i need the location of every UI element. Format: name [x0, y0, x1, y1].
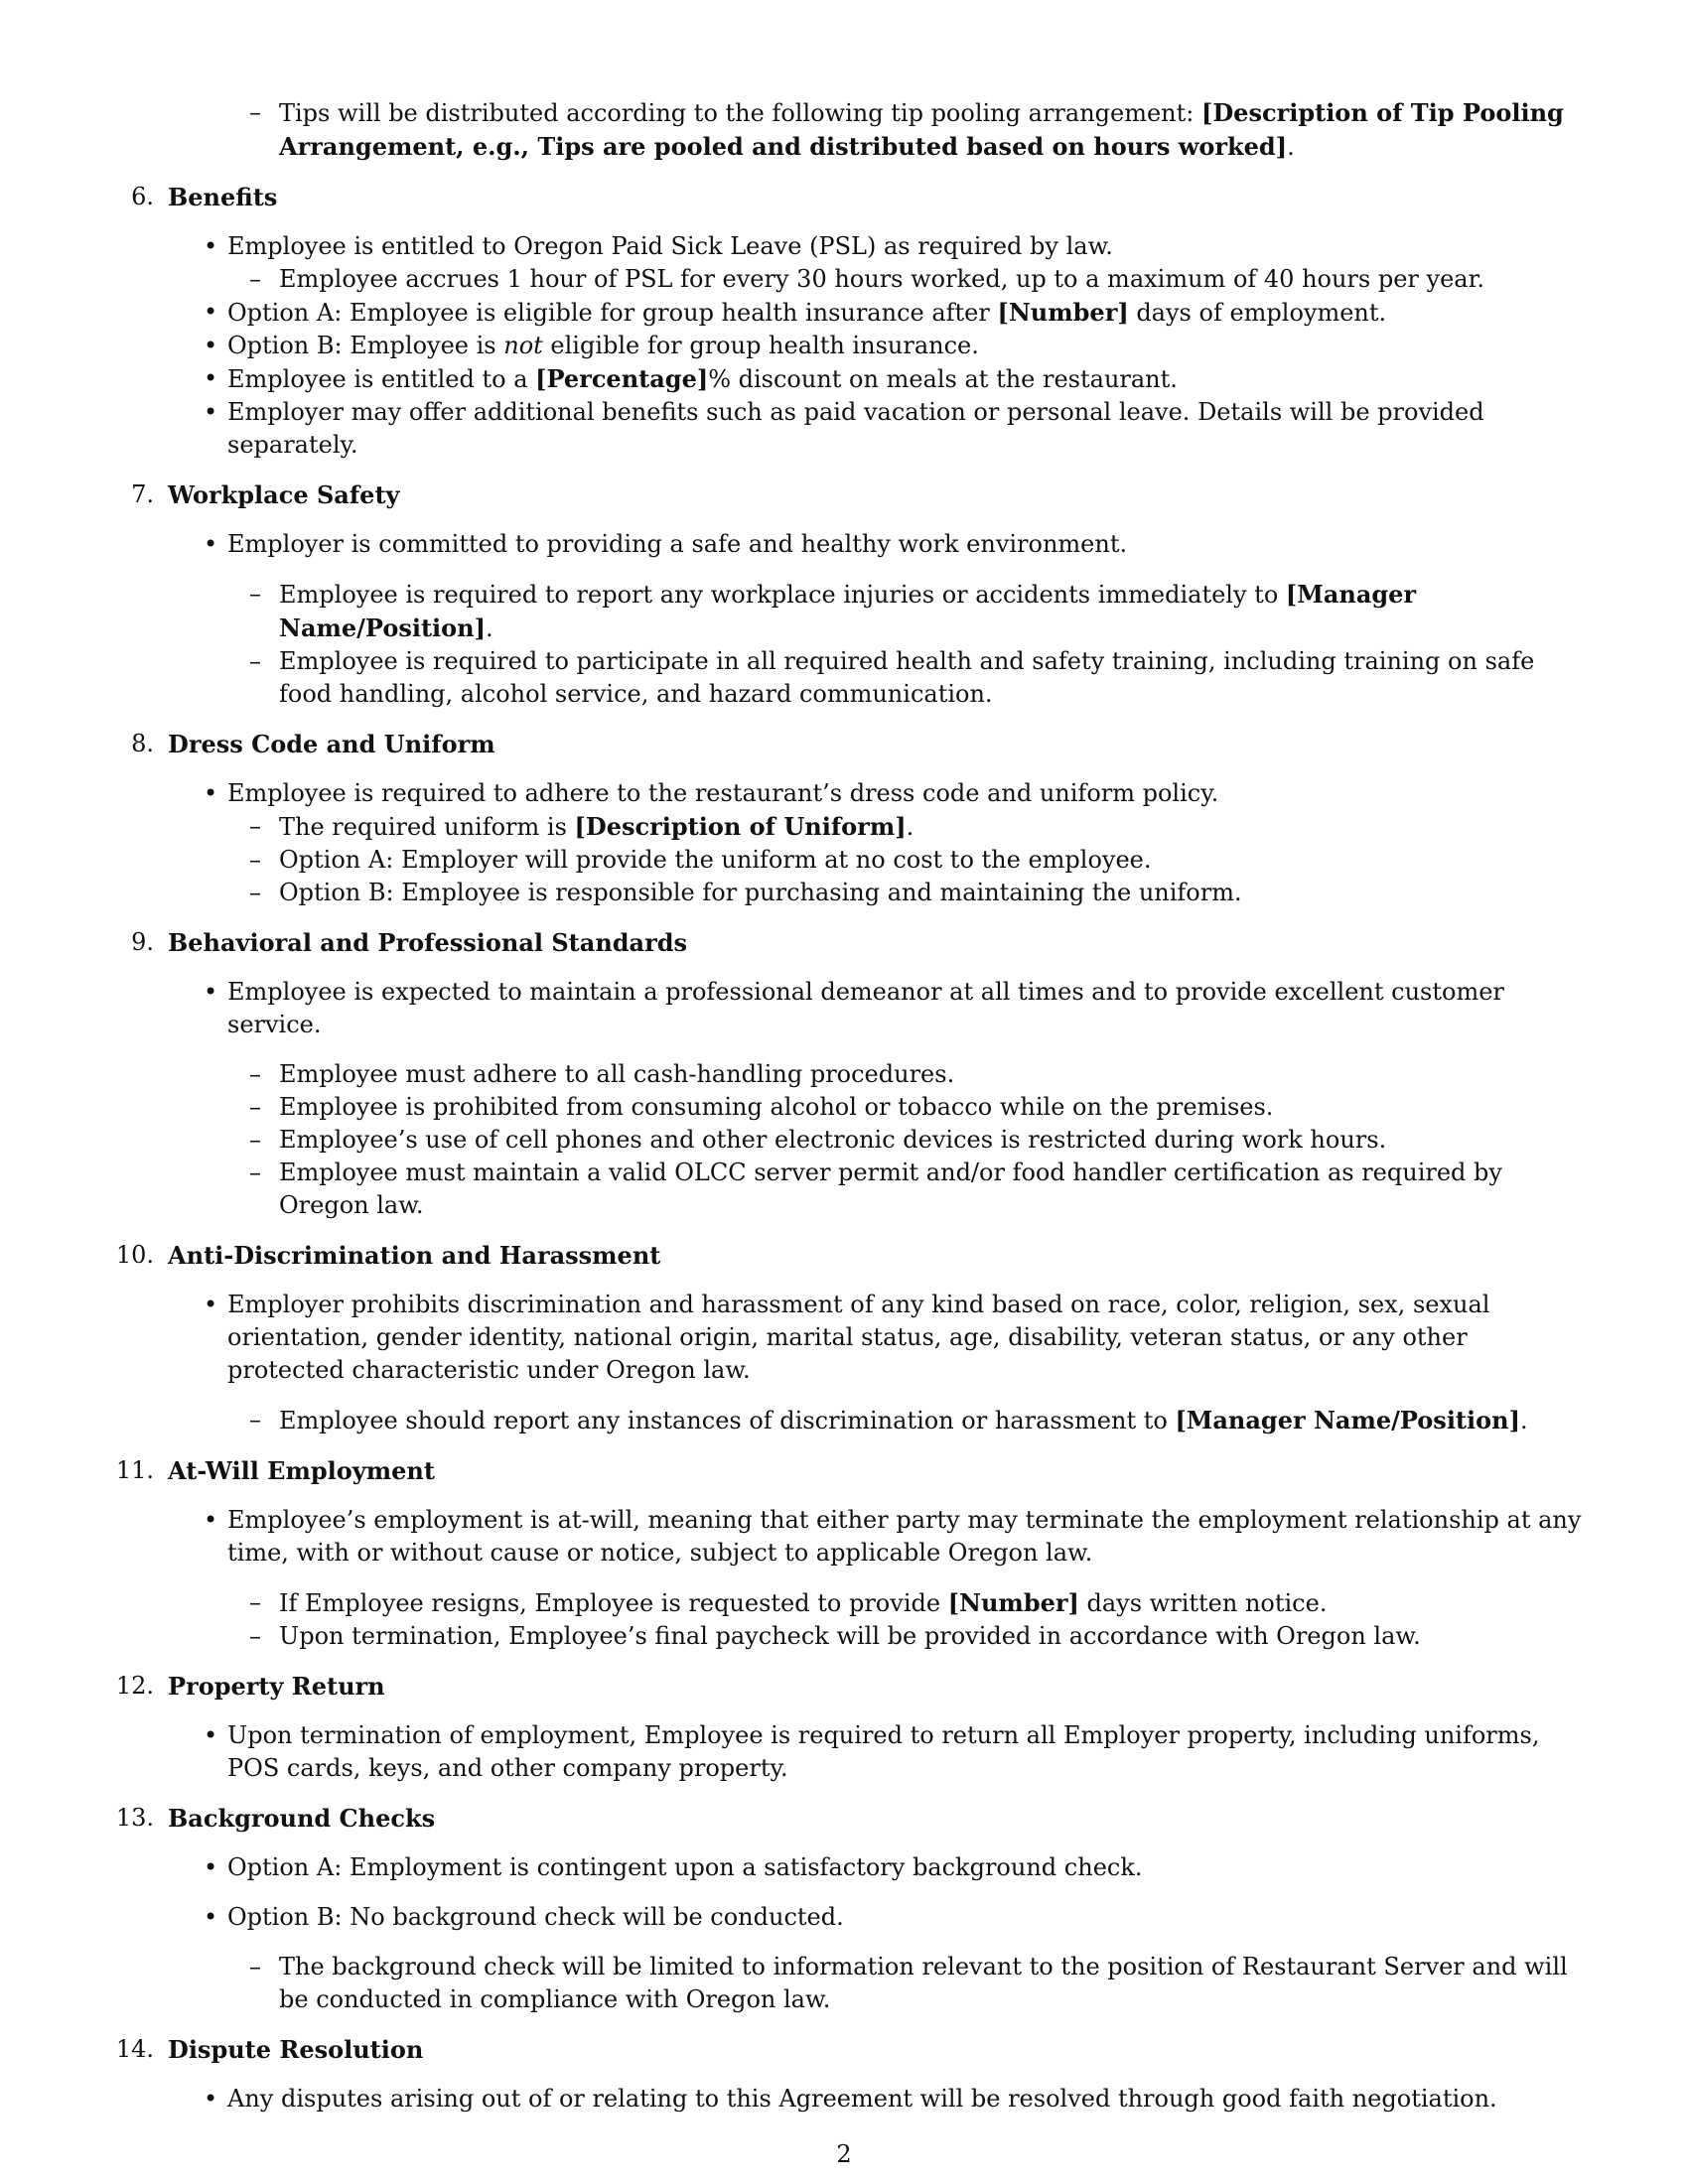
list-item: • Employee is required to adhere to the restaurant’s dress code and uniform policy.: [227, 777, 1584, 810]
bullet-marker: •: [204, 1506, 218, 1534]
placeholder-number: [Number]: [997, 298, 1129, 327]
section-number: 8.: [131, 730, 154, 757]
bullet-marker: •: [204, 398, 218, 426]
section-title: Property Return: [168, 1672, 385, 1701]
dash-marker: –: [249, 1588, 261, 1616]
section-heading-workplace-safety: [0, 478, 1688, 511]
dash-marker: –: [249, 98, 261, 126]
bullet-marker: •: [204, 1853, 218, 1881]
section-heading-property-return: [0, 1670, 1688, 1703]
dash-marker: –: [249, 647, 261, 675]
dash-marker: –: [249, 1622, 261, 1650]
sub-list-item: – Employee is required to participate in all required health and safety training, including training on safe food handling, alcohol service, and hazard communication.: [249, 647, 1535, 708]
dash-marker: –: [249, 1159, 261, 1186]
list-item: • Employer is committed to providing a safe and healthy work environment.: [227, 528, 1584, 561]
section-heading-background-checks: [0, 1802, 1688, 1835]
list-item: • Employee’s employment is at-will, meaning that either party may terminate the employment relationship at any time, with or without cause or notice, subject to applicable Oregon law.: [204, 1506, 1582, 1567]
dash-marker: –: [249, 812, 261, 840]
section-heading-benefits: [0, 181, 1688, 213]
placeholder-manager: [Manager Name/Position]: [279, 580, 1417, 642]
document-body: [0, 96, 1688, 2116]
sub-list-item: – If Employee resigns, Employee is requested to provide [Number] days written notice.: [249, 1588, 1328, 1617]
dash-marker: –: [249, 580, 261, 608]
section-number: 7.: [131, 480, 154, 508]
section-heading-at-will: [0, 1454, 1688, 1487]
section-heading-anti-discrimination: [0, 1239, 1688, 1272]
bullet-marker: •: [204, 779, 218, 807]
section-heading-dispute-resolution: [0, 2033, 1688, 2066]
dash-marker: –: [249, 1093, 261, 1121]
list-item: • Option B: Employee is not eligible for group health insurance.: [227, 330, 1584, 362]
section-number: 11.: [115, 1456, 154, 1484]
section-number: 14.: [115, 2035, 154, 2063]
dash-marker: –: [249, 1126, 261, 1154]
bullet-marker: •: [204, 232, 218, 260]
sub-list-item: – Employee must adhere to all cash-handling procedures.: [279, 1058, 1584, 1091]
sub-list-item: – Option B: Employee is responsible for purchasing and maintaining the uniform.: [279, 877, 1584, 909]
placeholder-uniform: [Description of Uniform]: [574, 812, 907, 841]
dash-marker: –: [249, 1406, 261, 1433]
list-item: • Employer may offer additional benefits such as paid vacation or personal leave. Details will be provided separately.: [204, 398, 1484, 459]
list-item: • Employee is entitled to a [Percentage]% discount on meals at the restaurant.: [204, 364, 1178, 393]
sub-list-item: – Employee should report any instances of discrimination or harassment to [Manager Name/Position].: [249, 1406, 1528, 1434]
bullet-marker: •: [204, 332, 218, 359]
dash-marker: –: [249, 1060, 261, 1088]
section-title: Dress Code and Uniform: [168, 730, 495, 758]
list-item: • Upon termination of employment, Employee is required to return all Employer property, including uniforms, POS cards, keys, and other company property.: [204, 1721, 1540, 1782]
page-number: 2: [836, 2140, 852, 2168]
section-heading-dress-code: [0, 728, 1688, 760]
dash-marker: –: [249, 265, 261, 293]
list-item: • Employee is entitled to Oregon Paid Sick Leave (PSL) as required by law.: [227, 230, 1584, 263]
section-number: 6.: [131, 183, 154, 210]
section-title: Behavioral and Professional Standards: [168, 928, 688, 957]
sub-list-item: – Option A: Employer will provide the uniform at no cost to the employee.: [279, 844, 1584, 877]
section-title: Workplace Safety: [168, 480, 400, 509]
list-item: • Employer prohibits discrimination and harassment of any kind based on race, color, religion, sex, sexual orientation, gender identity, national origin, marital status, age, disability, veteran status, or any other protected characteristic under Oregon law.: [204, 1291, 1490, 1384]
sub-list-item: – Upon termination, Employee’s final paycheck will be provided in accordance with Oregon law.: [279, 1620, 1584, 1653]
sub-list-item: – Employee’s use of cell phones and other electronic devices is restricted during work hours.: [279, 1124, 1584, 1157]
list-item: • Option A: Employment is contingent upon a satisfactory background check.: [227, 1851, 1584, 1884]
dash-marker: –: [249, 879, 261, 906]
placeholder-percentage: [Percentage]: [535, 364, 709, 393]
bullet-marker: •: [204, 364, 218, 392]
sub-list-item: – Employee is required to report any workplace injuries or accidents immediately to [Manager Name/Position].: [249, 580, 1417, 642]
section-title: Anti-Discrimination and Harassment: [168, 1241, 661, 1270]
bullet-marker: •: [204, 1721, 218, 1749]
list-item: • Option A: Employee is eligible for group health insurance after [Number] days of employment.: [204, 298, 1387, 327]
dash-marker: –: [249, 846, 261, 874]
sub-list-item: – Employee accrues 1 hour of PSL for every 30 hours worked, up to a maximum of 40 hours per year.: [279, 263, 1584, 296]
section-number: 10.: [115, 1241, 154, 1269]
bullet-marker: •: [204, 1903, 218, 1931]
section-number: 12.: [115, 1672, 154, 1700]
section-number: 13.: [115, 1804, 154, 1832]
placeholder-tip-pooling: [Description of Tip Pooling Arrangement, e.g., Tips are pooled and distributed based on hours worked]: [279, 98, 1564, 161]
bullet-marker: •: [204, 978, 218, 1006]
bullet-marker: •: [204, 1291, 218, 1318]
dash-marker: –: [249, 1953, 261, 1980]
tip-pooling-item: – Tips will be distributed according to the following tip pooling arrangement: [Description of Tip Pooling Arrangement, e.g., Tips are pooled and distributed based on hours worked].: [249, 98, 1564, 161]
placeholder-number: [Number]: [947, 1588, 1079, 1617]
sub-list-item: – Employee is prohibited from consuming alcohol or tobacco while on the premises.: [279, 1091, 1584, 1124]
list-item: • Any disputes arising out of or relating to this Agreement will be resolved through good faith negotiation.: [227, 2083, 1584, 2116]
sub-list-item: – The background check will be limited to information relevant to the position of Restaurant Server and will be conducted in compliance with Oregon law.: [249, 1953, 1568, 2013]
section-heading-behavioral-standards: [0, 926, 1688, 959]
section-title: At-Will Employment: [168, 1456, 435, 1485]
bullet-marker: •: [204, 530, 218, 558]
list-item: • Option B: No background check will be conducted.: [227, 1901, 1584, 1934]
section-number: 9.: [131, 928, 154, 956]
section-title: Background Checks: [168, 1804, 436, 1833]
sub-list-item: – The required uniform is [Description of Uniform].: [249, 812, 914, 841]
placeholder-manager: [Manager Name/Position]: [1175, 1406, 1520, 1434]
sub-list-item: – Employee must maintain a valid OLCC server permit and/or food handler certification as required by Oregon law.: [249, 1159, 1502, 1219]
bullet-marker: •: [204, 298, 218, 326]
list-item: • Employee is expected to maintain a professional demeanor at all times and to provide excellent customer service.: [204, 978, 1504, 1038]
section-title: Benefits: [168, 183, 278, 211]
section-title: Dispute Resolution: [168, 2035, 424, 2064]
bullet-marker: •: [204, 2085, 218, 2113]
